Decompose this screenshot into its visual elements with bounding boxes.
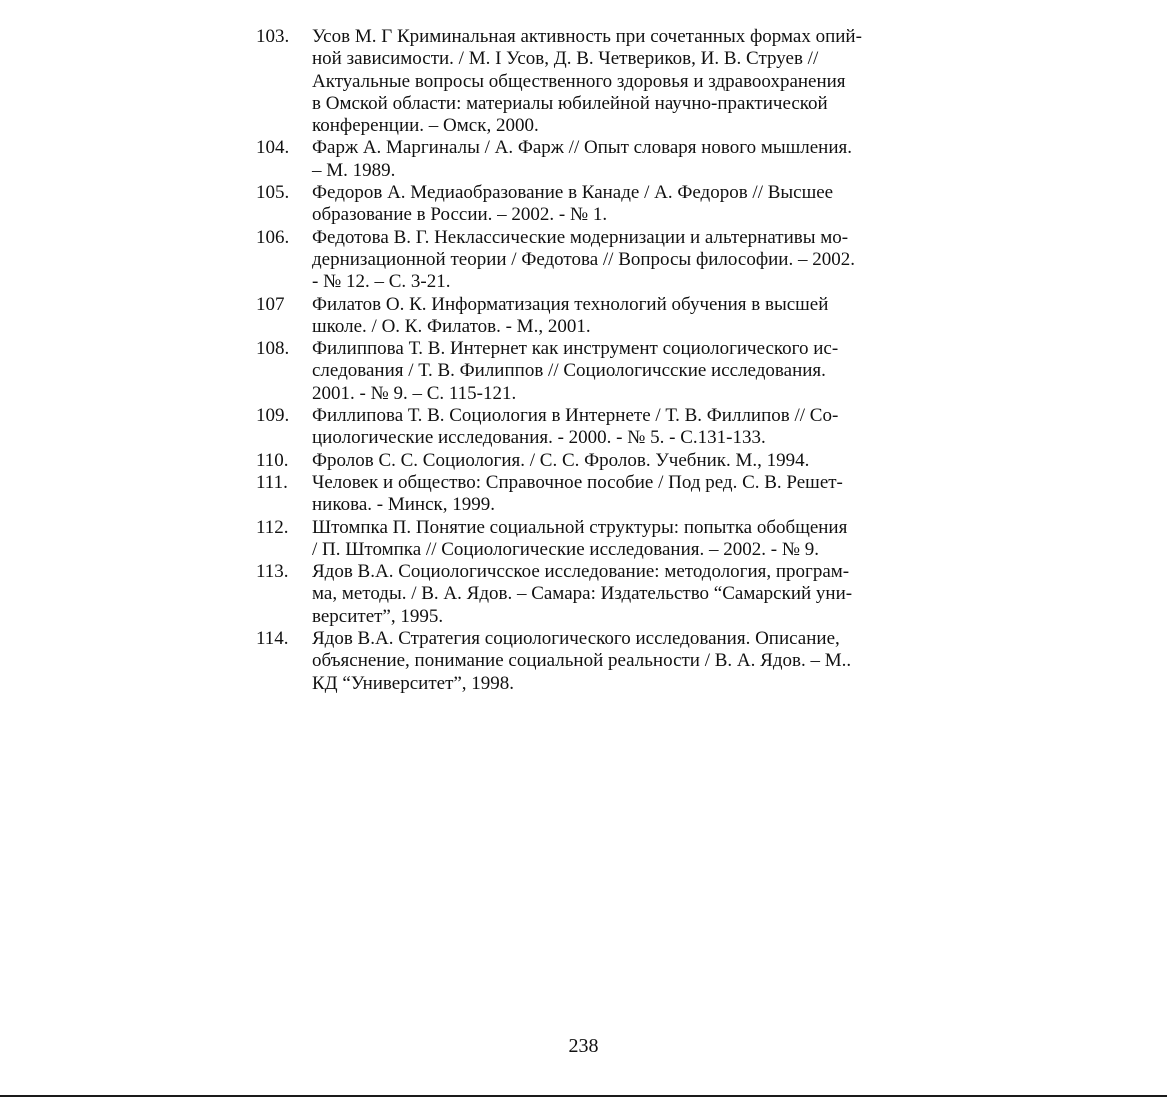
reference-line: Фролов С. С. Социология. / С. С. Фролов. Учебник. М., 1994.: [312, 449, 810, 471]
page-bottom-rule: [0, 1095, 1167, 1097]
reference-text: [312, 182, 911, 227]
reference-text: [312, 338, 911, 405]
reference-text: [312, 294, 911, 339]
reference-text: [312, 450, 911, 472]
reference-line: Филиппова Т. В. Интернет как инструмент социологического ис-: [312, 338, 839, 360]
reference-line: Штомпка П. Понятие социальной структуры: попытка обобщения: [312, 516, 848, 538]
reference-number: 107: [256, 293, 285, 315]
reference-line: ма, методы. / В. А. Ядов. – Самара: Издательство “Самарский уни-: [312, 583, 853, 605]
reference-number: 112.: [256, 516, 289, 538]
reference-entry: [256, 294, 911, 339]
reference-text: [312, 561, 911, 628]
reference-entry: [256, 561, 911, 628]
reference-number: 111.: [256, 471, 288, 493]
reference-number: 106.: [256, 226, 290, 248]
reference-entry: [256, 517, 911, 562]
reference-number: 109.: [256, 405, 290, 427]
page-number: 238: [568, 1035, 599, 1057]
reference-line: / П. Штомпка // Социологические исследования. – 2002. - № 9.: [312, 538, 819, 560]
reference-line: образование в России. – 2002. - № 1.: [312, 204, 608, 226]
reference-line: Федоров А. Медиаобразование в Канаде / А. Федоров // Высшее: [312, 182, 834, 204]
reference-entry: [256, 182, 911, 227]
reference-line: – М. 1989.: [312, 159, 396, 181]
reference-line: в Омской области: материалы юбилейной научно-практической: [312, 92, 828, 114]
reference-text: [312, 517, 911, 562]
reference-line: конференции. – Омск, 2000.: [312, 115, 539, 137]
reference-line: следования / Т. В. Филиппов // Социологичсские исследования.: [312, 360, 826, 382]
reference-entry: [256, 628, 911, 695]
reference-number: 108.: [256, 338, 290, 360]
reference-text: [312, 227, 911, 294]
reference-line: объяснение, понимание социальной реальности / В. А. Ядов. – М..: [312, 650, 852, 672]
reference-line: Человек и общество: Справочное пособие / Под ред. С. В. Решет-: [312, 471, 843, 493]
reference-text: [312, 472, 911, 517]
reference-line: - № 12. – С. 3-21.: [312, 271, 451, 293]
reference-line: верситет”, 1995.: [312, 605, 444, 627]
reference-line: Фарж А. Маргиналы / А. Фарж // Опыт словаря нового мышления.: [312, 137, 852, 159]
reference-list: [256, 26, 911, 695]
reference-number: 110.: [256, 449, 289, 471]
reference-line: ной зависимости. / М. I Усов, Д. В. Четвериков, И. В. Струев //: [312, 48, 819, 70]
reference-line: никова. - Минск, 1999.: [312, 494, 495, 516]
reference-line: школе. / О. К. Филатов. - М., 2001.: [312, 315, 591, 337]
reference-line: циологические исследования. - 2000. - № 5. - С.131-133.: [312, 427, 766, 449]
reference-line: Актуальные вопросы общественного здоровья и здравоохранения: [312, 70, 846, 92]
reference-text: [312, 628, 911, 695]
reference-line: Федотова В. Г. Неклассические модернизации и альтернативы мо-: [312, 226, 849, 248]
reference-entry: [256, 472, 911, 517]
reference-line: дернизационной теории / Федотова // Вопросы философии. – 2002.: [312, 248, 855, 270]
reference-number: 114.: [256, 628, 289, 650]
reference-entry: [256, 450, 911, 472]
reference-text: [312, 405, 911, 450]
reference-entry: [256, 137, 911, 182]
reference-number: 104.: [256, 137, 290, 159]
reference-entry: [256, 26, 911, 137]
reference-line: Усов М. Г Криминальная активность при сочетанных формах опий-: [312, 26, 862, 47]
reference-entry: [256, 405, 911, 450]
reference-entry: [256, 227, 911, 294]
reference-line: Филатов О. К. Информатизация технологий обучения в высшей: [312, 293, 829, 315]
reference-number: 105.: [256, 182, 290, 204]
reference-number: 113.: [256, 561, 289, 583]
reference-entry: [256, 338, 911, 405]
reference-text: [312, 137, 911, 182]
reference-line: Филлипова Т. В. Социология в Интернете / Т. В. Филлипов // Со-: [312, 405, 839, 427]
reference-line: Ядов В.А. Стратегия социологического исследования. Описание,: [312, 628, 840, 650]
reference-line: 2001. - № 9. – С. 115-121.: [312, 382, 517, 404]
reference-text: [312, 26, 911, 137]
reference-line: Ядов В.А. Социологичсское исследование: методология, програм-: [312, 561, 850, 583]
reference-line: КД “Университет”, 1998.: [312, 672, 515, 694]
reference-number: 103.: [256, 26, 290, 47]
